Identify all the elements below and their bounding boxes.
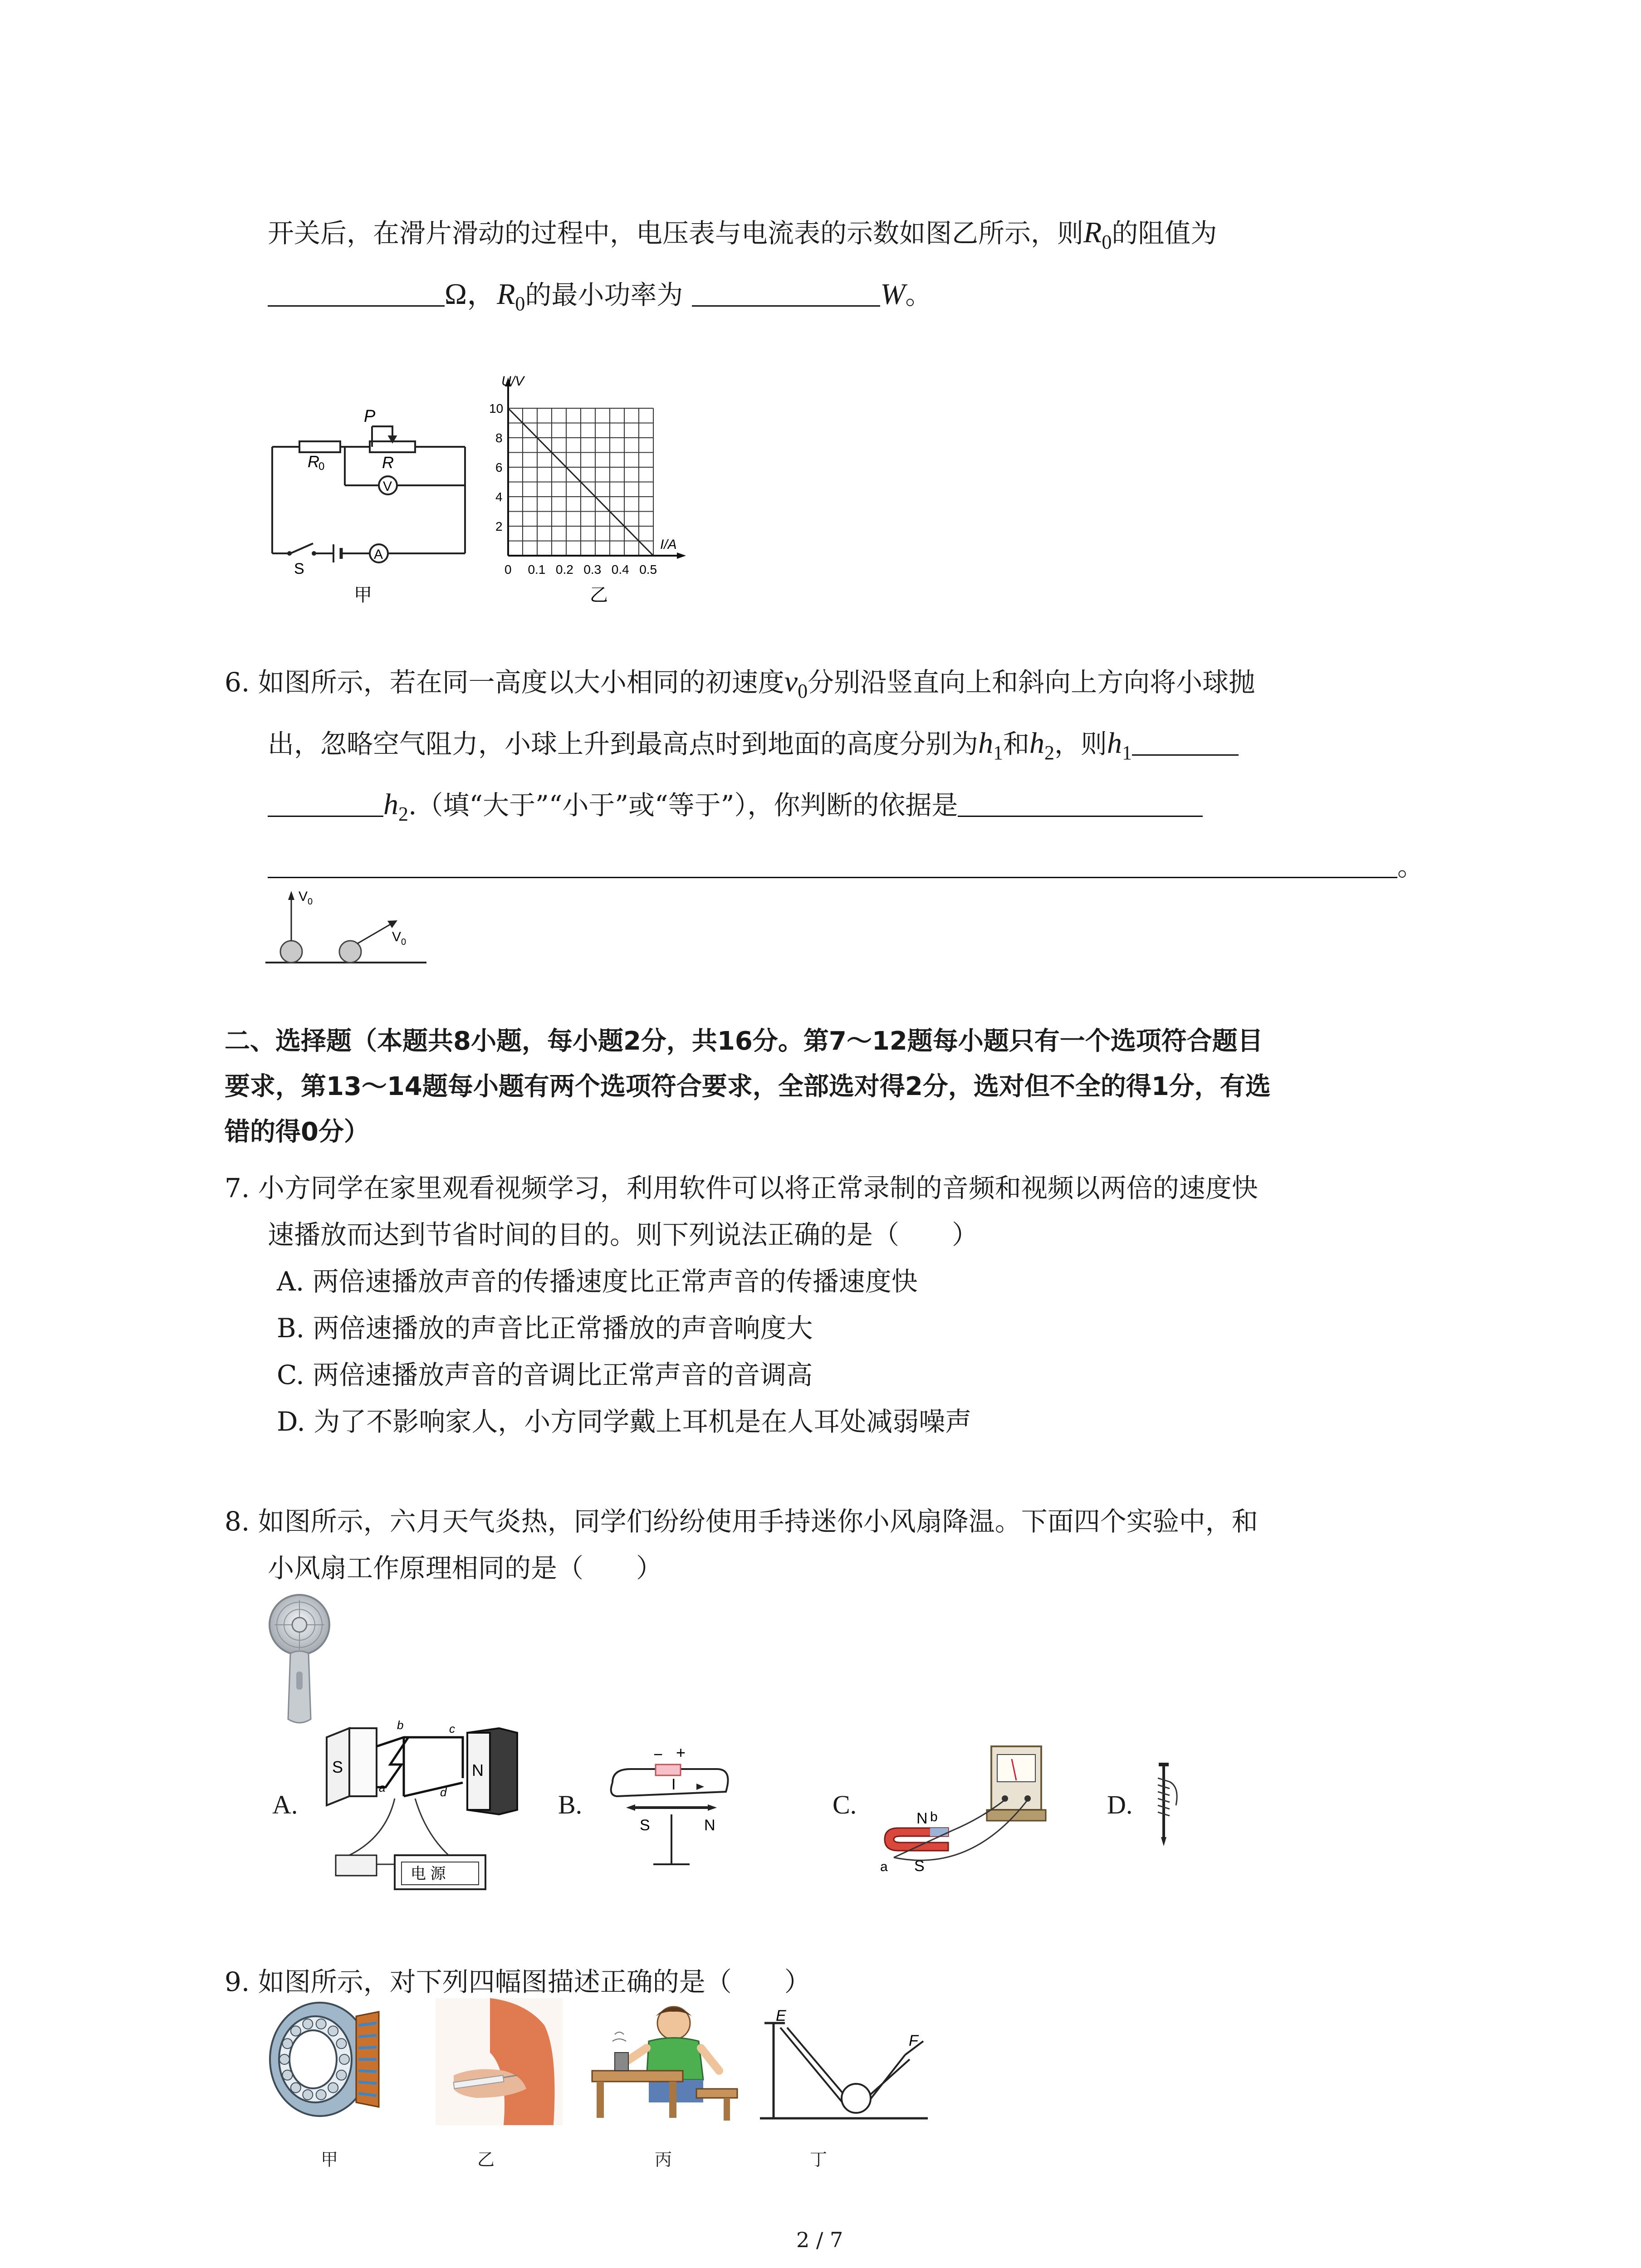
answer-blank-compare-a[interactable] xyxy=(1132,728,1239,756)
ball-launch-figure xyxy=(263,885,431,971)
graph-xlabel: I/A xyxy=(660,537,677,552)
h1-var: $h_1$ xyxy=(1107,727,1132,764)
h2-var: $h_2$ xyxy=(383,788,408,825)
mini-fan-image xyxy=(265,1592,333,1728)
section2-heading-line2: 要求，第13～14题每小题有两个选项符合要求，全部选对得2分，选对但不全的得1分，有选 xyxy=(225,1072,1271,1101)
y-tick-label: 8 xyxy=(495,431,503,445)
svg-text:F: F xyxy=(909,2032,918,2049)
svg-text:V: V xyxy=(392,929,402,944)
q6-line3: $h_2$.（填“大于”“小于”或“等于”），你判断的依据是 xyxy=(268,789,1203,824)
svg-text:S: S xyxy=(640,1817,650,1834)
q8-option-b-label[interactable]: B. xyxy=(558,1790,583,1819)
q8-line1: 8. 如图所示，六月天气炎热，同学们纷纷使用手持迷你小风扇降温。下面四个实验中，和 xyxy=(225,1506,1258,1537)
bearing-ball xyxy=(339,2054,349,2064)
svg-text:S: S xyxy=(914,1857,925,1875)
q7-option-c[interactable]: C. 两倍速播放声音的音调比正常声音的音调高 xyxy=(277,1359,813,1390)
y-tick-label: 6 xyxy=(495,460,503,474)
q8-option-a-label[interactable]: A. xyxy=(272,1790,298,1819)
v0-var: $v_0$ xyxy=(784,665,808,702)
y-tick-label: 2 xyxy=(495,519,503,533)
q9-caption-jia: 甲 xyxy=(321,2151,338,2170)
bearing-ball xyxy=(283,2038,293,2048)
u-i-graph xyxy=(481,372,690,608)
q8-fig-d-electromagnet[interactable] xyxy=(1148,1760,1189,1851)
svg-text:b: b xyxy=(930,1809,938,1824)
q6-line4: 。 xyxy=(268,850,1424,880)
q9-fig-ding-track xyxy=(755,2009,932,2127)
bearing-ball xyxy=(328,2083,338,2093)
q7-line2: 速播放而达到节省时间的目的。则下列说法正确的是（ ） xyxy=(268,1219,979,1250)
resistor-r-label: R xyxy=(382,453,394,472)
q6-line2: 出，忽略空气阻力，小球上升到最高点时到地面的高度分别为$h_1$和$h_2$，则$h_1$ xyxy=(268,728,1239,763)
section2-heading-line3: 错的得0分） xyxy=(225,1117,369,1147)
ball-vertical xyxy=(280,941,302,963)
svg-text:d: d xyxy=(440,1785,447,1799)
q8-option-c-label[interactable]: C. xyxy=(833,1790,857,1819)
slider-p-label: P xyxy=(364,407,376,426)
q9-caption-yi: 乙 xyxy=(477,2151,495,2170)
q8-option-d-label[interactable]: D. xyxy=(1107,1790,1133,1819)
svg-text:S: S xyxy=(332,1758,343,1776)
bearing-ball xyxy=(291,2026,301,2036)
q9-caption-bing: 丙 xyxy=(655,2151,672,2170)
svg-text:a: a xyxy=(379,1781,386,1794)
h1-var: $h_1$ xyxy=(978,727,1004,764)
circuit-caption: 甲 xyxy=(354,585,372,605)
r0-var: $R_0$ xyxy=(1083,216,1112,253)
bearing-ball xyxy=(316,2090,326,2100)
q9-line1: 9. 如图所示，对下列四幅图描述正确的是（ ） xyxy=(225,1966,811,1997)
bearing-ball xyxy=(279,2054,289,2064)
r0-label: R xyxy=(308,452,319,471)
q7-option-d[interactable]: D. 为了不影响家人，小方同学戴上耳机是在人耳处减弱噪声 xyxy=(277,1406,972,1437)
svg-text:c: c xyxy=(449,1722,455,1735)
switch-label: S xyxy=(294,560,304,577)
q7-option-b[interactable]: B. 两倍速播放的声音比正常播放的声音响度大 xyxy=(277,1313,813,1344)
bearing-ball xyxy=(336,2070,346,2080)
svg-text:0: 0 xyxy=(318,460,325,473)
svg-text:+: + xyxy=(676,1743,686,1762)
q8-fig-b-oersted[interactable] xyxy=(603,1742,740,1878)
x-tick-label: 0.5 xyxy=(639,562,657,577)
battery-icon xyxy=(656,1765,681,1775)
q5-line2: Ω，$R_0$的最小功率为 W。 xyxy=(268,279,931,314)
q8-fig-c-induction[interactable] xyxy=(880,1742,1053,1878)
answer-blank-r0[interactable] xyxy=(268,279,445,307)
graph-caption: 乙 xyxy=(590,585,608,605)
q8-fig-a-motor[interactable] xyxy=(318,1719,531,1901)
svg-text:−: − xyxy=(653,1745,663,1764)
svg-text:N: N xyxy=(704,1817,715,1834)
q7-option-a[interactable]: A. 两倍速播放声音的传播速度比正常声音的传播速度快 xyxy=(277,1266,918,1297)
section2-heading-line1: 二、选择题（本题共8小题，每小题2分，共16分。第7～12题每小题只有一个选项符合题目 xyxy=(225,1026,1263,1056)
q6-line1: 6. 如图所示，若在同一高度以大小相同的初速度$v_0$分别沿竖直向上和斜向上方向将小球抛 xyxy=(225,665,1255,702)
q9-fig-bing-workbench xyxy=(588,1998,742,2125)
ammeter-label: A xyxy=(374,547,383,562)
svg-text:E: E xyxy=(776,2009,786,2024)
answer-blank-reason-a[interactable] xyxy=(958,789,1203,817)
svg-text:0: 0 xyxy=(308,897,313,907)
x-tick-label: 0.4 xyxy=(611,562,629,577)
q9-fig-jia-bearing xyxy=(265,1998,383,2121)
bearing-ball xyxy=(316,2019,326,2029)
q9-caption-ding: 丁 xyxy=(810,2151,828,2170)
bearing-ball xyxy=(283,2070,293,2080)
y-tick-label: 4 xyxy=(495,490,503,504)
svg-text:0: 0 xyxy=(401,937,407,947)
bearing-ball xyxy=(336,2038,346,2048)
voltmeter-label: V xyxy=(383,479,392,494)
r0-var: $R_0$ xyxy=(497,278,525,315)
svg-text:N: N xyxy=(916,1810,928,1827)
bearing-ball xyxy=(303,2090,313,2100)
svg-text:I: I xyxy=(671,1776,676,1793)
answer-blank-power[interactable] xyxy=(692,279,880,307)
circuit-diagram xyxy=(263,404,476,608)
bearing-ball xyxy=(303,2019,313,2029)
svg-text:a: a xyxy=(880,1859,888,1874)
rolling-ball xyxy=(842,2084,871,2113)
q9-fig-yi-injection xyxy=(436,1998,563,2125)
answer-blank-compare-b[interactable] xyxy=(268,789,383,817)
x-tick-label: 0.3 xyxy=(583,562,602,577)
bearing-ball xyxy=(328,2026,338,2036)
svg-text:N: N xyxy=(472,1761,484,1779)
svg-text:b: b xyxy=(397,1719,404,1732)
x-tick-label: 0.2 xyxy=(555,562,573,577)
page-number: 2 / 7 xyxy=(796,2228,843,2252)
svg-text:V: V xyxy=(299,889,308,904)
h2-var: $h_2$ xyxy=(1029,727,1055,764)
svg-text:电 源: 电 源 xyxy=(411,1865,446,1882)
x-tick-label: 0 xyxy=(505,562,512,577)
q8-line2: 小风扇工作原理相同的是（ ） xyxy=(268,1553,663,1584)
graph-ylabel: U/V xyxy=(501,374,524,389)
y-tick-label: 10 xyxy=(489,401,504,415)
x-tick-label: 0.1 xyxy=(528,562,546,577)
answer-blank-reason-b[interactable] xyxy=(268,850,1397,878)
q7-line1: 7. 小方同学在家里观看视频学习，利用软件可以将正常录制的音频和视频以两倍的速度快 xyxy=(225,1173,1258,1203)
bearing-ball xyxy=(291,2083,301,2093)
q5-line1: 开关后，在滑片滑动的过程中，电压表与电流表的示数如图乙所示，则$R_0$的阻值为 xyxy=(268,216,1217,253)
